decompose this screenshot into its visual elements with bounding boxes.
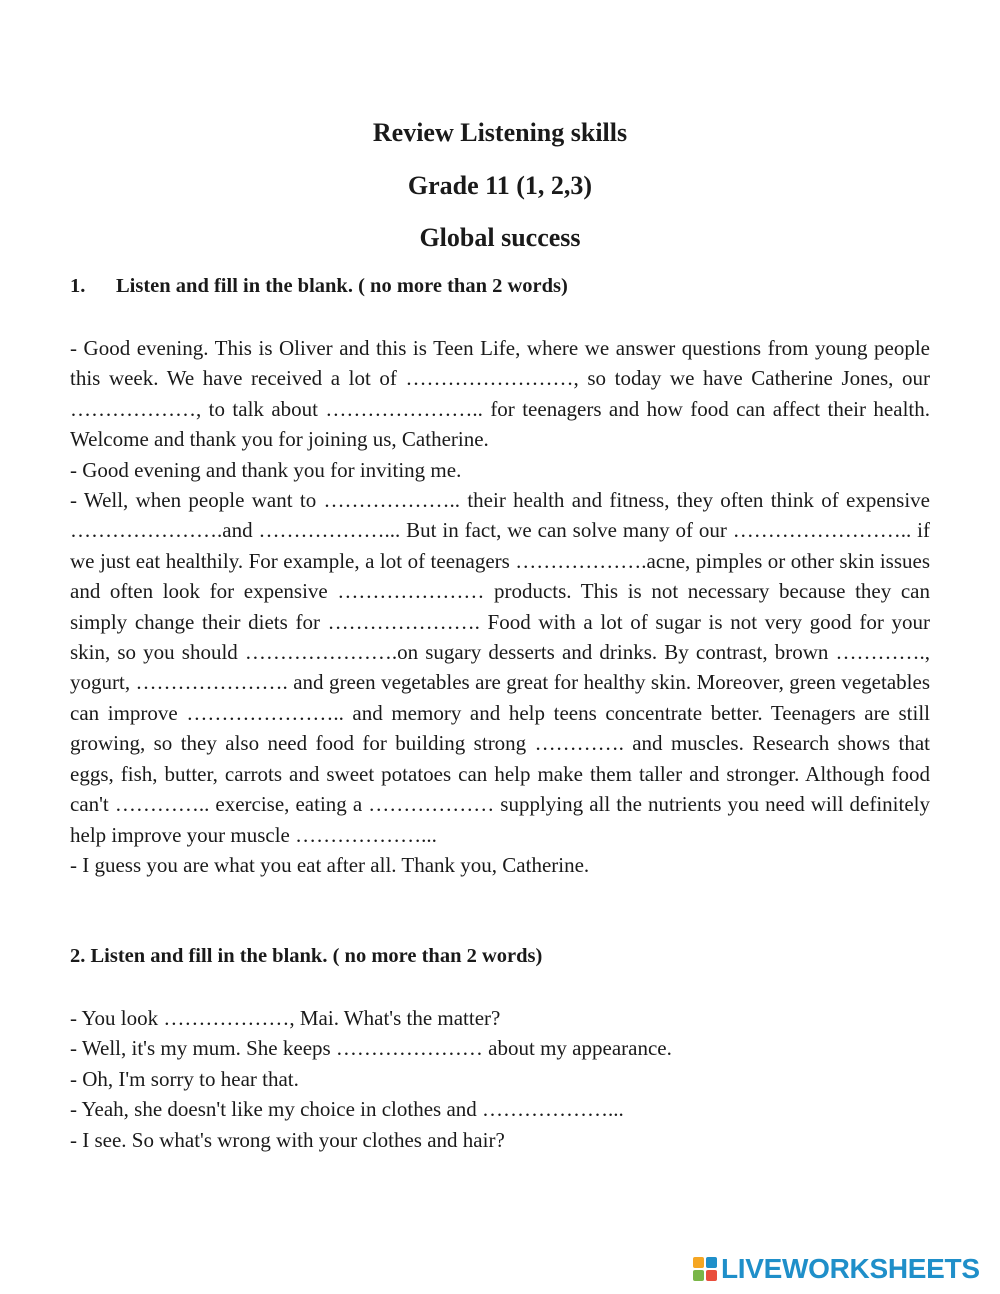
dialogue-line: - You look ………………, Mai. What's the matter? bbox=[70, 1006, 501, 1030]
dialogue-paragraph: - Well, when people want to ……………….. their health and fitness, they often think of expensive ………………….and ………………... But in fact, we can solve many of our …………………….. if we just eat healthily. For example, a lot of teenagers ……………….acne, pimples or other skin issues and often look for expensive ………………… products. This is not necessary because they can simply change their diets for …………………. Food with a lot of sugar is not very good for your skin, so you should ………………….on sugary desserts and drinks. By contrast, brown …………., yogurt, …………………. and green vegetables are great for healthy skin. Moreover, green vegetables can improve ………………….. and memory and help teens concentrate better. Teenagers are still growing, so they also need food for building strong …………. and muscles. Research shows that eggs, fish, butter, carrots and sweet potatoes can help make them taller and stronger. Although food can't ………….. exercise, eating a ……………… supplying all the nutrients you need will definitely help improve your muscle ………………... bbox=[70, 488, 930, 847]
grade-subtitle: Grade 11 (1, 2,3) bbox=[407, 171, 593, 200]
section-2-dialogue bbox=[70, 1003, 930, 1155]
section-1-number: 1. bbox=[70, 275, 86, 297]
section-1-dialogue bbox=[70, 333, 930, 880]
logo-square-green bbox=[693, 1270, 704, 1281]
liveworksheets-logo-text: LIVEWORKSHEETS bbox=[721, 1253, 980, 1284]
worksheet-title: Review Listening skills bbox=[372, 118, 628, 147]
dialogue-paragraph: - Good evening. This is Oliver and this is Teen Life, where we answer questions from young people this week. We have received a lot of ……………………, so today we have Catherine Jones, our ………………, to talk about ………………….. for teenagers and how food can affect their health. Welcome and thank you for joining us, Catherine. bbox=[70, 336, 930, 452]
dialogue-line: - Oh, I'm sorry to hear that. bbox=[70, 1066, 299, 1091]
liveworksheets-logo bbox=[693, 1253, 980, 1285]
series-subtitle: Global success bbox=[419, 223, 581, 252]
logo-square-blue bbox=[706, 1257, 717, 1268]
dialogue-line: - Yeah, she doesn't like my choice in clothes and ………………... bbox=[70, 1097, 624, 1122]
dialogue-paragraph: - Good evening and thank you for inviting me. bbox=[70, 457, 462, 482]
logo-square-red bbox=[706, 1270, 717, 1281]
section-1-heading bbox=[70, 271, 568, 301]
section-2-heading: 2. Listen and fill in the blank. ( no more than 2 words) bbox=[70, 945, 543, 967]
dialogue-paragraph: - I guess you are what you eat after all. Thank you, Catherine. bbox=[70, 852, 590, 877]
dialogue-line: - Well, it's my mum. She keeps ………………… about my appearance. bbox=[70, 1036, 672, 1061]
liveworksheets-logo-icon bbox=[693, 1257, 717, 1281]
dialogue-line: - I see. So what's wrong with your clothes and hair? bbox=[70, 1127, 505, 1152]
section-1-instruction: Listen and fill in the blank. ( no more than 2 words) bbox=[116, 275, 568, 297]
logo-square-orange bbox=[693, 1257, 704, 1268]
